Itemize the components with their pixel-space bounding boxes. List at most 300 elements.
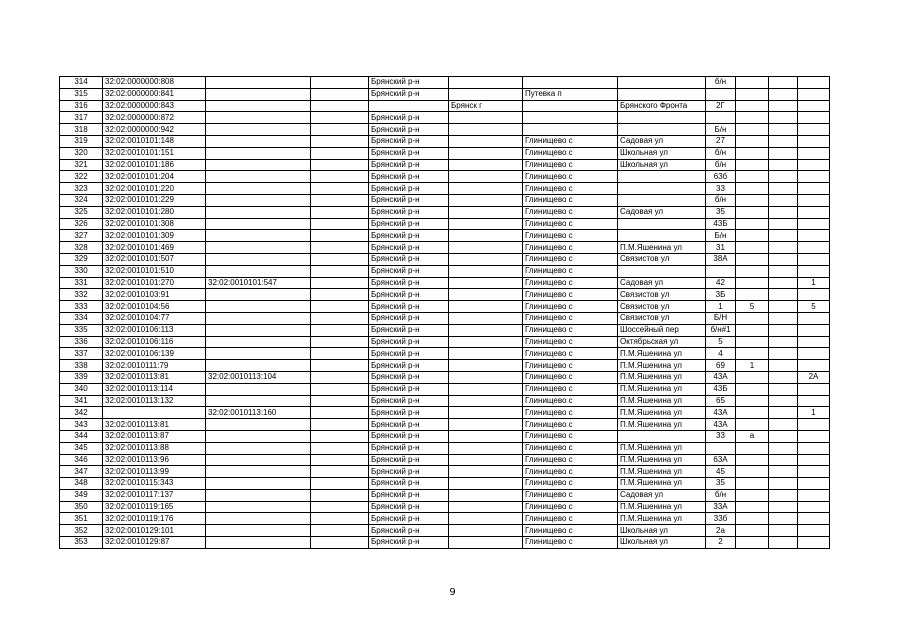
table-row [60, 478, 830, 490]
house-number-cell: 4 [706, 348, 736, 360]
row-number-cell: 324 [60, 194, 103, 206]
street-cell: П.М.Яшенина ул [618, 407, 706, 419]
new-cadastral-number-cell [206, 206, 311, 218]
street-cell: Школьная ул [618, 525, 706, 537]
cadastral-number-cell: 32:02:0000000:872 [103, 112, 206, 124]
house-number-cell: б/н [706, 159, 736, 171]
letter-cell [769, 88, 798, 100]
table-row [60, 135, 830, 147]
letter-cell [769, 513, 798, 525]
street-cell: Связистов ул [618, 312, 706, 324]
table-row [60, 407, 830, 419]
building-cell [736, 159, 769, 171]
building-cell [736, 537, 769, 549]
street-cell: Школьная ул [618, 147, 706, 159]
table-row [60, 537, 830, 549]
blank-cell [311, 230, 369, 242]
blank-cell [311, 360, 369, 372]
new-cadastral-number-cell [206, 253, 311, 265]
house-number-cell: 63А [706, 454, 736, 466]
building-cell [736, 206, 769, 218]
new-cadastral-number-cell [206, 501, 311, 513]
apartment-cell [798, 312, 830, 324]
building-cell [736, 466, 769, 478]
house-number-cell: 38А [706, 253, 736, 265]
settlement-cell: Глинищево с [523, 395, 618, 407]
district-cell: Брянский р-н [369, 407, 449, 419]
cadastral-number-cell: 32:02:0010129:87 [103, 537, 206, 549]
new-cadastral-number-cell [206, 466, 311, 478]
table-row [60, 100, 830, 112]
row-number-cell: 317 [60, 112, 103, 124]
table-row [60, 371, 830, 383]
settlement-cell: Глинищево с [523, 336, 618, 348]
row-number-cell: 321 [60, 159, 103, 171]
letter-cell [769, 124, 798, 136]
table-row [60, 112, 830, 124]
table-row [60, 242, 830, 254]
apartment-cell [798, 430, 830, 442]
house-number-cell: 5 [706, 336, 736, 348]
cadastral-number-cell: 32:02:0010101:510 [103, 265, 206, 277]
blank-cell [311, 489, 369, 501]
row-number-cell: 314 [60, 77, 103, 89]
building-cell [736, 289, 769, 301]
table-row [60, 489, 830, 501]
apartment-cell [798, 194, 830, 206]
letter-cell [769, 407, 798, 419]
new-cadastral-number-cell [206, 135, 311, 147]
building-cell [736, 242, 769, 254]
street-cell: П.М.Яшенина ул [618, 442, 706, 454]
row-number-cell: 350 [60, 501, 103, 513]
city-cell [449, 513, 523, 525]
table-row [60, 159, 830, 171]
building-cell [736, 112, 769, 124]
row-number-cell: 327 [60, 230, 103, 242]
city-cell [449, 171, 523, 183]
new-cadastral-number-cell [206, 194, 311, 206]
settlement-cell: Глинищево с [523, 253, 618, 265]
new-cadastral-number-cell [206, 183, 311, 195]
city-cell [449, 454, 523, 466]
letter-cell [769, 454, 798, 466]
letter-cell [769, 135, 798, 147]
settlement-cell: Глинищево с [523, 525, 618, 537]
apartment-cell [798, 135, 830, 147]
new-cadastral-number-cell [206, 218, 311, 230]
letter-cell [769, 301, 798, 313]
table-row [60, 289, 830, 301]
house-number-cell: 2 [706, 537, 736, 549]
cadastral-number-cell: 32:02:0010113:88 [103, 442, 206, 454]
letter-cell [769, 277, 798, 289]
table-row [60, 395, 830, 407]
street-cell: Школьная ул [618, 537, 706, 549]
row-number-cell: 339 [60, 371, 103, 383]
city-cell [449, 194, 523, 206]
new-cadastral-number-cell: 32:02:0010113:104 [206, 371, 311, 383]
blank-cell [311, 242, 369, 254]
street-cell [618, 183, 706, 195]
settlement-cell: Глинищево с [523, 478, 618, 490]
cadastral-number-cell: 32:02:0010113:114 [103, 383, 206, 395]
new-cadastral-number-cell: 32:02:0010101:547 [206, 277, 311, 289]
city-cell [449, 324, 523, 336]
apartment-cell [798, 265, 830, 277]
row-number-cell: 328 [60, 242, 103, 254]
settlement-cell: Глинищево с [523, 513, 618, 525]
district-cell: Брянский р-н [369, 371, 449, 383]
city-cell [449, 383, 523, 395]
street-cell: П.М.Яшенина ул [618, 348, 706, 360]
city-cell [449, 289, 523, 301]
street-cell: П.М.Яшенина ул [618, 395, 706, 407]
city-cell [449, 336, 523, 348]
district-cell: Брянский р-н [369, 348, 449, 360]
cadastral-number-cell [103, 407, 206, 419]
district-cell: Брянский р-н [369, 265, 449, 277]
city-cell [449, 253, 523, 265]
blank-cell [311, 183, 369, 195]
blank-cell [311, 171, 369, 183]
row-number-cell: 353 [60, 537, 103, 549]
blank-cell [311, 206, 369, 218]
street-cell: Связистов ул [618, 253, 706, 265]
row-number-cell: 352 [60, 525, 103, 537]
table-row [60, 77, 830, 89]
blank-cell [311, 348, 369, 360]
cadastral-number-cell: 32:02:0000000:843 [103, 100, 206, 112]
building-cell [736, 478, 769, 490]
building-cell [736, 135, 769, 147]
settlement-cell: Глинищево с [523, 383, 618, 395]
district-cell: Брянский р-н [369, 112, 449, 124]
street-cell: П.М.Яшенина ул [618, 454, 706, 466]
settlement-cell: Глинищево с [523, 194, 618, 206]
city-cell [449, 312, 523, 324]
blank-cell [311, 147, 369, 159]
letter-cell [769, 77, 798, 89]
letter-cell [769, 194, 798, 206]
cadastral-number-cell: 32:02:0010101:270 [103, 277, 206, 289]
table-row [60, 194, 830, 206]
row-number-cell: 337 [60, 348, 103, 360]
letter-cell [769, 100, 798, 112]
table-row [60, 360, 830, 372]
new-cadastral-number-cell [206, 478, 311, 490]
apartment-cell [798, 147, 830, 159]
new-cadastral-number-cell [206, 454, 311, 466]
apartment-cell [798, 395, 830, 407]
building-cell [736, 230, 769, 242]
settlement-cell [523, 112, 618, 124]
city-cell [449, 218, 523, 230]
street-cell: Шоссейный пер [618, 324, 706, 336]
district-cell: Брянский р-н [369, 301, 449, 313]
apartment-cell [798, 537, 830, 549]
cadastral-number-cell: 32:02:0010113:99 [103, 466, 206, 478]
district-cell: Брянский р-н [369, 324, 449, 336]
district-cell: Брянский р-н [369, 537, 449, 549]
new-cadastral-number-cell [206, 360, 311, 372]
row-number-cell: 332 [60, 289, 103, 301]
building-cell [736, 277, 769, 289]
settlement-cell: Глинищево с [523, 265, 618, 277]
street-cell: Садовая ул [618, 135, 706, 147]
city-cell [449, 301, 523, 313]
row-number-cell: 338 [60, 360, 103, 372]
building-cell [736, 489, 769, 501]
row-number-cell: 351 [60, 513, 103, 525]
letter-cell [769, 430, 798, 442]
house-number-cell: 33 [706, 183, 736, 195]
cadastral-number-cell: 32:02:0010106:139 [103, 348, 206, 360]
street-cell: Октябрьская ул [618, 336, 706, 348]
letter-cell [769, 442, 798, 454]
settlement-cell: Глинищево с [523, 242, 618, 254]
blank-cell [311, 371, 369, 383]
cadastral-number-cell: 32:02:0010101:308 [103, 218, 206, 230]
apartment-cell: 1 [798, 407, 830, 419]
new-cadastral-number-cell [206, 242, 311, 254]
table-row [60, 442, 830, 454]
settlement-cell: Глинищево с [523, 430, 618, 442]
house-number-cell: б/н [706, 147, 736, 159]
letter-cell [769, 537, 798, 549]
new-cadastral-number-cell [206, 395, 311, 407]
new-cadastral-number-cell [206, 336, 311, 348]
row-number-cell: 331 [60, 277, 103, 289]
apartment-cell [798, 230, 830, 242]
blank-cell [311, 324, 369, 336]
row-number-cell: 346 [60, 454, 103, 466]
row-number-cell: 347 [60, 466, 103, 478]
apartment-cell [798, 124, 830, 136]
letter-cell [769, 371, 798, 383]
settlement-cell: Глинищево с [523, 360, 618, 372]
new-cadastral-number-cell [206, 159, 311, 171]
blank-cell [311, 395, 369, 407]
house-number-cell: 35 [706, 478, 736, 490]
street-cell: П.М.Яшенина ул [618, 513, 706, 525]
district-cell: Брянский р-н [369, 135, 449, 147]
settlement-cell: Глинищево с [523, 289, 618, 301]
district-cell: Брянский р-н [369, 489, 449, 501]
table-row [60, 312, 830, 324]
blank-cell [311, 312, 369, 324]
letter-cell [769, 312, 798, 324]
building-cell [736, 77, 769, 89]
building-cell [736, 525, 769, 537]
building-cell [736, 183, 769, 195]
house-number-cell: 1 [706, 301, 736, 313]
row-number-cell: 335 [60, 324, 103, 336]
district-cell: Брянский р-н [369, 253, 449, 265]
new-cadastral-number-cell [206, 348, 311, 360]
district-cell: Брянский р-н [369, 289, 449, 301]
house-number-cell [706, 112, 736, 124]
table-row [60, 383, 830, 395]
street-cell [618, 265, 706, 277]
house-number-cell: б/н [706, 194, 736, 206]
settlement-cell [523, 100, 618, 112]
settlement-cell: Глинищево с [523, 312, 618, 324]
street-cell [618, 124, 706, 136]
table-row [60, 419, 830, 431]
new-cadastral-number-cell [206, 324, 311, 336]
building-cell [736, 442, 769, 454]
house-number-cell: 43А [706, 407, 736, 419]
city-cell [449, 206, 523, 218]
district-cell: Брянский р-н [369, 383, 449, 395]
settlement-cell: Глинищево с [523, 135, 618, 147]
apartment-cell [798, 513, 830, 525]
street-cell: П.М.Яшенина ул [618, 478, 706, 490]
blank-cell [311, 478, 369, 490]
letter-cell [769, 489, 798, 501]
city-cell [449, 525, 523, 537]
street-cell: Садовая ул [618, 489, 706, 501]
cadastral-number-cell: 32:02:0000000:808 [103, 77, 206, 89]
table-row [60, 430, 830, 442]
cadastral-number-cell: 32:02:0010111:79 [103, 360, 206, 372]
blank-cell [311, 253, 369, 265]
settlement-cell: Глинищево с [523, 147, 618, 159]
apartment-cell [798, 112, 830, 124]
apartment-cell [798, 183, 830, 195]
apartment-cell [798, 489, 830, 501]
cadastral-number-cell: 32:02:0010119:176 [103, 513, 206, 525]
building-cell [736, 395, 769, 407]
new-cadastral-number-cell [206, 312, 311, 324]
blank-cell [311, 442, 369, 454]
city-cell [449, 478, 523, 490]
street-cell: Садовая ул [618, 206, 706, 218]
street-cell: П.М.Яшенина ул [618, 501, 706, 513]
house-number-cell: Б/Н [706, 312, 736, 324]
district-cell: Брянский р-н [369, 77, 449, 89]
building-cell [736, 124, 769, 136]
letter-cell [769, 478, 798, 490]
street-cell: Брянского Фронта [618, 100, 706, 112]
cadastral-number-cell: 32:02:0010101:204 [103, 171, 206, 183]
settlement-cell: Глинищево с [523, 206, 618, 218]
city-cell [449, 265, 523, 277]
house-number-cell: 63б [706, 171, 736, 183]
row-number-cell: 340 [60, 383, 103, 395]
row-number-cell: 323 [60, 183, 103, 195]
street-cell [618, 230, 706, 242]
table-row [60, 253, 830, 265]
table-row [60, 301, 830, 313]
district-cell: Брянский р-н [369, 395, 449, 407]
apartment-cell: 1 [798, 277, 830, 289]
settlement-cell: Путевка п [523, 88, 618, 100]
city-cell [449, 112, 523, 124]
building-cell [736, 454, 769, 466]
apartment-cell [798, 419, 830, 431]
table-row [60, 218, 830, 230]
apartment-cell [798, 454, 830, 466]
cadastral-number-cell: 32:02:0000000:841 [103, 88, 206, 100]
city-cell [449, 430, 523, 442]
house-number-cell: 43Б [706, 383, 736, 395]
blank-cell [311, 77, 369, 89]
city-cell [449, 159, 523, 171]
building-cell: 5 [736, 301, 769, 313]
cadastral-number-cell: 32:02:0010101:148 [103, 135, 206, 147]
row-number-cell: 333 [60, 301, 103, 313]
building-cell [736, 88, 769, 100]
building-cell [736, 407, 769, 419]
district-cell: Брянский р-н [369, 336, 449, 348]
street-cell: П.М.Яшенина ул [618, 242, 706, 254]
house-number-cell: 65 [706, 395, 736, 407]
district-cell: Брянский р-н [369, 360, 449, 372]
apartment-cell [798, 88, 830, 100]
city-cell [449, 77, 523, 89]
blank-cell [311, 454, 369, 466]
cadastral-number-cell: 32:02:0010104:77 [103, 312, 206, 324]
house-number-cell: 42 [706, 277, 736, 289]
settlement-cell: Глинищево с [523, 171, 618, 183]
house-number-cell: 33 [706, 430, 736, 442]
house-number-cell: 3Б [706, 289, 736, 301]
house-number-cell: 69 [706, 360, 736, 372]
cadastral-number-cell: 32:02:0010113:96 [103, 454, 206, 466]
apartment-cell [798, 336, 830, 348]
blank-cell [311, 336, 369, 348]
letter-cell [769, 183, 798, 195]
cadastral-number-cell: 32:02:0010113:132 [103, 395, 206, 407]
cadastral-number-cell: 32:02:0010101:220 [103, 183, 206, 195]
new-cadastral-number-cell [206, 301, 311, 313]
blank-cell [311, 430, 369, 442]
street-cell [618, 194, 706, 206]
cadastral-number-cell: 32:02:0010113:81 [103, 419, 206, 431]
new-cadastral-number-cell [206, 88, 311, 100]
settlement-cell: Глинищево с [523, 348, 618, 360]
cadastral-number-cell: 32:02:0010129:101 [103, 525, 206, 537]
row-number-cell: 343 [60, 419, 103, 431]
settlement-cell: Глинищево с [523, 218, 618, 230]
apartment-cell [798, 171, 830, 183]
blank-cell [311, 525, 369, 537]
city-cell [449, 88, 523, 100]
row-number-cell: 315 [60, 88, 103, 100]
row-number-cell: 334 [60, 312, 103, 324]
district-cell: Брянский р-н [369, 513, 449, 525]
apartment-cell [798, 383, 830, 395]
city-cell [449, 124, 523, 136]
table-row [60, 265, 830, 277]
apartment-cell [798, 242, 830, 254]
apartment-cell [798, 100, 830, 112]
settlement-cell: Глинищево с [523, 407, 618, 419]
row-number-cell: 349 [60, 489, 103, 501]
table-row [60, 348, 830, 360]
settlement-cell: Глинищево с [523, 324, 618, 336]
letter-cell [769, 466, 798, 478]
new-cadastral-number-cell: 32:02:0010113:160 [206, 407, 311, 419]
new-cadastral-number-cell [206, 112, 311, 124]
table-row [60, 466, 830, 478]
building-cell [736, 513, 769, 525]
blank-cell [311, 501, 369, 513]
apartment-cell [798, 525, 830, 537]
table-row [60, 277, 830, 289]
